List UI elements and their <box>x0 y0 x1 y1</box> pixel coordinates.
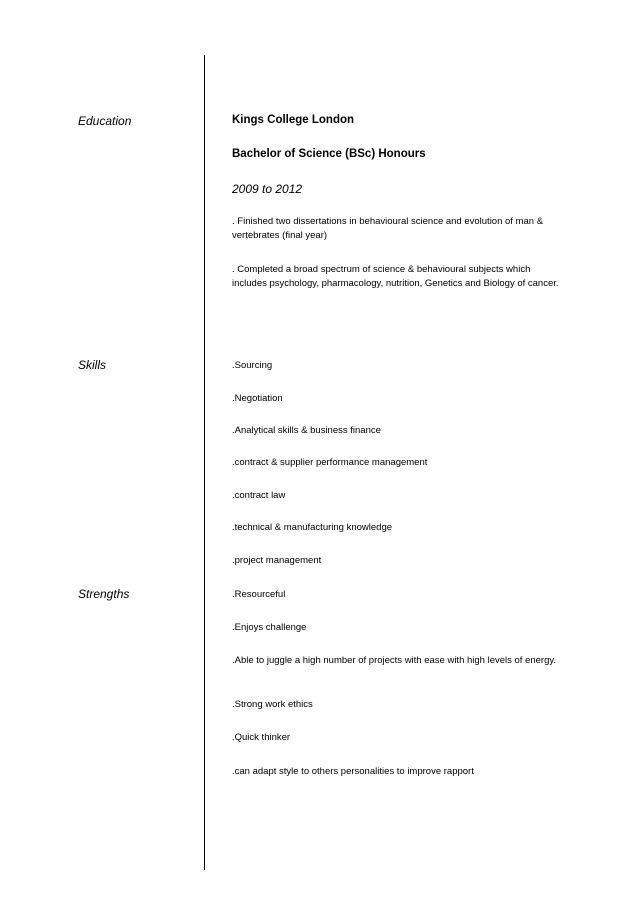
skill-item: .Sourcing <box>232 360 273 371</box>
skill-item: .contract law <box>232 490 286 501</box>
section-label-strengths: Strengths <box>78 587 130 601</box>
strength-item: .Enjoys challenge <box>232 622 307 633</box>
degree-title: Bachelor of Science (BSc) Honours <box>232 148 426 160</box>
section-label-education: Education <box>78 114 132 128</box>
skill-item: .contract & supplier performance management <box>232 457 428 468</box>
strength-item: .can adapt style to others personalities to improve rapport <box>232 766 474 777</box>
strength-item: .Strong work ethics <box>232 699 313 710</box>
strength-item: .Resourceful <box>232 589 286 600</box>
education-point-1: . Finished two dissertations in behavioural science and evolution of man & vertebrates (final year) <box>232 216 544 241</box>
skill-item: .project management <box>232 555 322 566</box>
column-divider <box>204 55 205 870</box>
education-years: 2009 to 2012 <box>232 182 303 196</box>
skill-item: .Analytical skills & business finance <box>232 425 381 436</box>
skill-item: .technical & manufacturing knowledge <box>232 522 393 533</box>
skill-item: .Negotiation <box>232 393 283 404</box>
section-label-skills: Skills <box>78 358 107 372</box>
institution-name: Kings College London <box>232 114 355 126</box>
strength-item: .Able to juggle a high number of projects with ease with high levels of energy. <box>232 655 557 666</box>
strength-item: .Quick thinker <box>232 732 291 743</box>
education-point-2: . Completed a broad spectrum of science & behavioural subjects which includes psychology, pharmacology, nutrition, Genetics and Biology of cancer. <box>232 264 559 289</box>
